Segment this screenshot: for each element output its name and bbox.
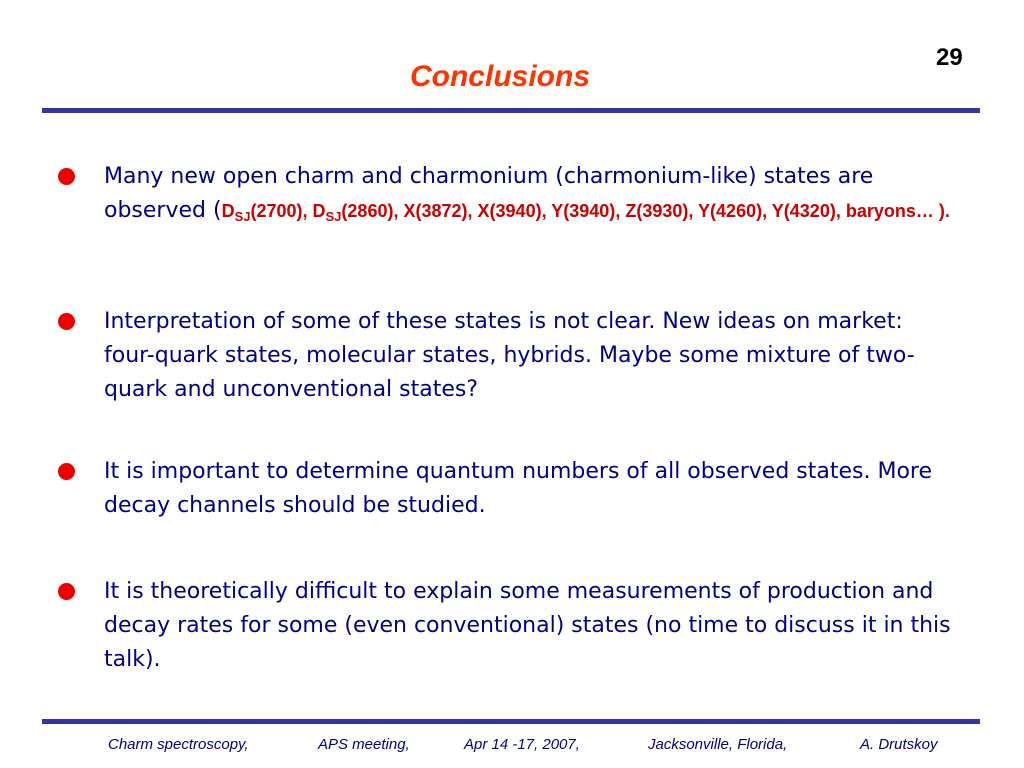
state-baryons: baryons… ).: [845, 201, 950, 221]
bullet-text-2: Interpretation of some of these states is not clear. New ideas on market: four-quark states, molecular states, hybrids. Maybe some mixture of two-quark and unconventional states?: [104, 309, 915, 402]
state-y4260: Y(4260): [698, 201, 763, 221]
footer: [108, 732, 948, 760]
bullet-item-3: [58, 455, 958, 523]
state-y3940: Y(3940): [551, 201, 616, 221]
state-dsj-2860: $D_{SJ}(2860)$: [312, 201, 394, 224]
footer-author: A. Drutskoy: [860, 736, 938, 753]
state-x3940: X(3940): [477, 201, 542, 221]
bullet-item-4: [58, 575, 958, 677]
state-x3872: X(3872): [403, 201, 468, 221]
bullet-dot-icon: [58, 583, 75, 600]
bottom-divider: [42, 719, 980, 724]
bullet-dot-icon: [58, 463, 75, 480]
bullet-text-1: Many new open charm and charmonium (charmonium-like) states are observed ($D_{SJ}(2700)$, $D_{SJ}(2860)$, X(3872), X(3940), Y(3940), Z(3930), Y(4260), Y(4320), baryons… ).: [104, 164, 950, 224]
slide-title: Conclusions: [409, 60, 590, 93]
bullet-dot-icon: [58, 313, 75, 330]
bullet-item-1: [58, 160, 958, 234]
footer-meeting: APS meeting,: [318, 736, 410, 753]
bullet-dot-icon: [58, 168, 75, 185]
footer-location: Jacksonville, Florida,: [648, 736, 788, 753]
bullet-text-4: It is theoretically difficult to explain some measurements of production and decay rates for some (even conventional) states (no time to discuss it in this talk).: [104, 579, 951, 672]
bullet-item-2: [58, 305, 958, 407]
slide-number: 29: [936, 44, 963, 71]
state-y4320: Y(4320): [771, 201, 836, 221]
state-dsj-2700: $D_{SJ}(2700)$: [221, 201, 303, 224]
footer-topic: Charm spectroscopy,: [108, 736, 249, 753]
state-z3930: Z(3930): [625, 201, 689, 221]
footer-date: Apr 14 -17, 2007,: [464, 736, 580, 753]
bullet-text-3: It is important to determine quantum numbers of all observed states. More decay channels should be studied.: [104, 459, 933, 518]
